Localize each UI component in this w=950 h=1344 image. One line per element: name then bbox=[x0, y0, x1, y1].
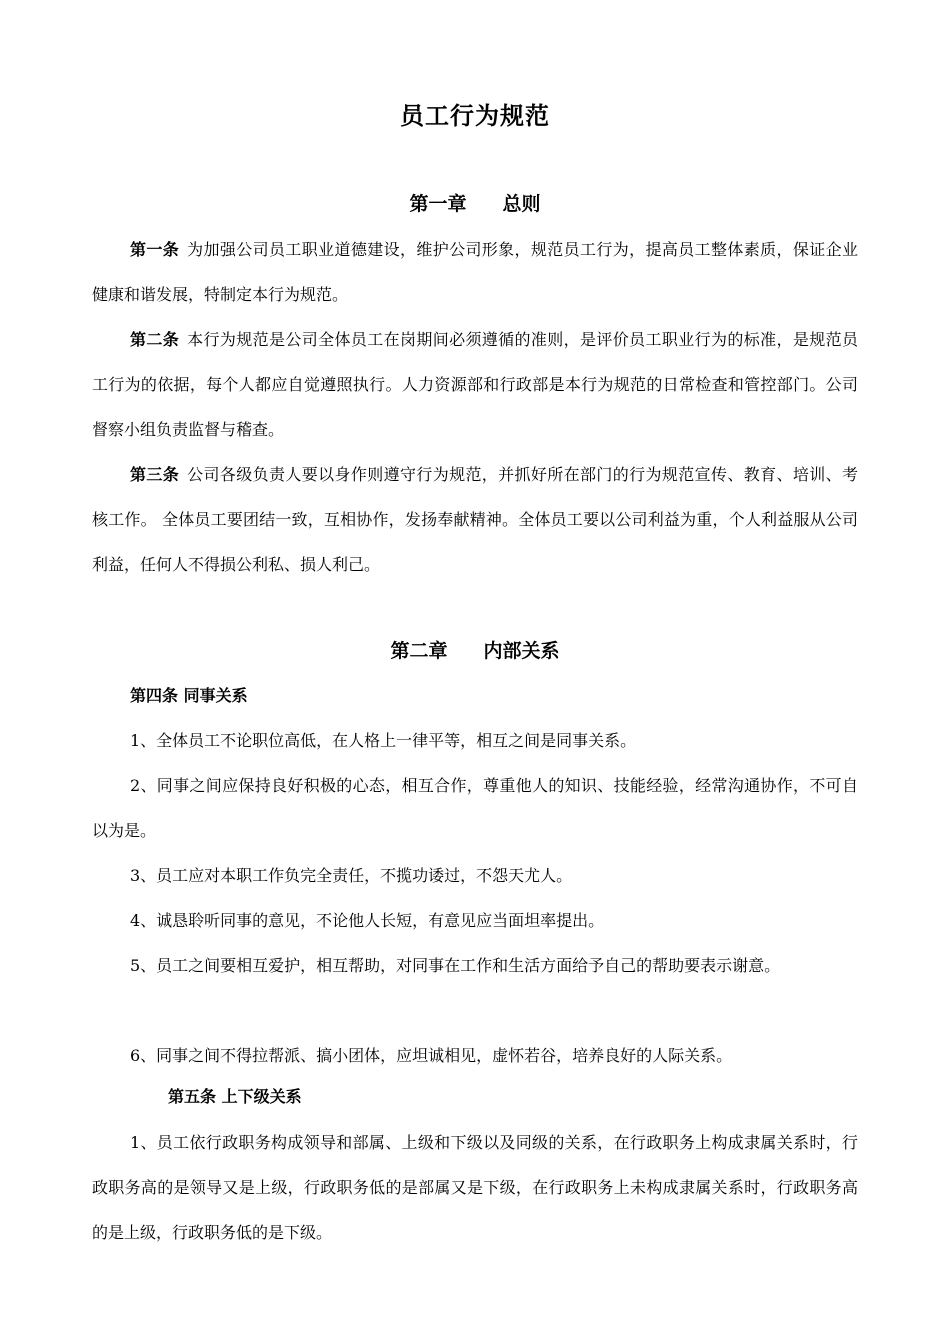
list-item: 3、员工应对本职工作负完全责任，不揽功诿过，不怨天尤人。 bbox=[130, 866, 573, 885]
list-item: 1、全体员工不论职位高低，在人格上一律平等，相互之间是同事关系。 bbox=[130, 731, 637, 750]
article-4-heading: 第四条 同事关系 bbox=[130, 686, 248, 705]
list-item: 6、同事之间不得拉帮派、搞小团体，应坦诚相见，虚怀若谷，培养良好的人际关系。 bbox=[130, 1046, 733, 1065]
article-3 bbox=[92, 452, 858, 587]
article-1 bbox=[92, 227, 858, 317]
article-label: 第三条 bbox=[130, 465, 180, 484]
list-item: 4、诚恳聆听同事的意见，不论他人长短，有意见应当面坦率提出。 bbox=[130, 911, 605, 930]
list-item: 1、员工依行政职务构成领导和部属、上级和下级以及同级的关系，在行政职务上构成隶属关系时，行政职务高的是领导又是上级，行政职务低的是部属又是下级，在行政职务上未构成隶属关系时，行政职务高的是上级，行政职务低的是下级。 bbox=[92, 1133, 858, 1242]
article-text: 为加强公司员工职业道德建设，维护公司形象，规范员工行为，提高员工整体素质，保证企业健康和谐发展，特制定本行为规范。 bbox=[92, 240, 858, 304]
article-text: 公司各级负责人要以身作则遵守行为规范，并抓好所在部门的行为规范宣传、教育、培训、考核工作。 全体员工要团结一致，互相协作，发扬奉献精神。全体员工要以公司利益为重，个人利益服从公司利益，任何人不得损公利私、损人利己。 bbox=[92, 465, 858, 574]
chapter-name: 内部关系 bbox=[483, 640, 560, 662]
chapter-2-heading bbox=[0, 635, 950, 667]
chapter-1-heading bbox=[0, 188, 950, 220]
chapter-number: 第二章 bbox=[390, 640, 448, 662]
article-label: 第二条 bbox=[130, 330, 180, 349]
list-item: 2、同事之间应保持良好积极的心态，相互合作，尊重他人的知识、技能经验，经常沟通协作，不可自以为是。 bbox=[92, 776, 858, 840]
article-label: 第一条 bbox=[130, 240, 180, 259]
chapter-name: 总则 bbox=[502, 193, 541, 215]
document-title: 员工行为规范 bbox=[400, 102, 550, 130]
article-2 bbox=[92, 317, 858, 452]
article-5-heading: 第五条 上下级关系 bbox=[168, 1087, 302, 1106]
list-item: 5、员工之间要相互爱护，相互帮助，对同事在工作和生活方面给予自己的帮助要表示谢意。 bbox=[130, 956, 781, 975]
article-text: 本行为规范是公司全体员工在岗期间必须遵循的准则，是评价员工职业行为的标准，是规范员工行为的依据，每个人都应自觉遵照执行。人力资源部和行政部是本行为规范的日常检查和管控部门。公司督察小组负责监督与稽查。 bbox=[92, 330, 858, 439]
chapter-number: 第一章 bbox=[409, 193, 467, 215]
